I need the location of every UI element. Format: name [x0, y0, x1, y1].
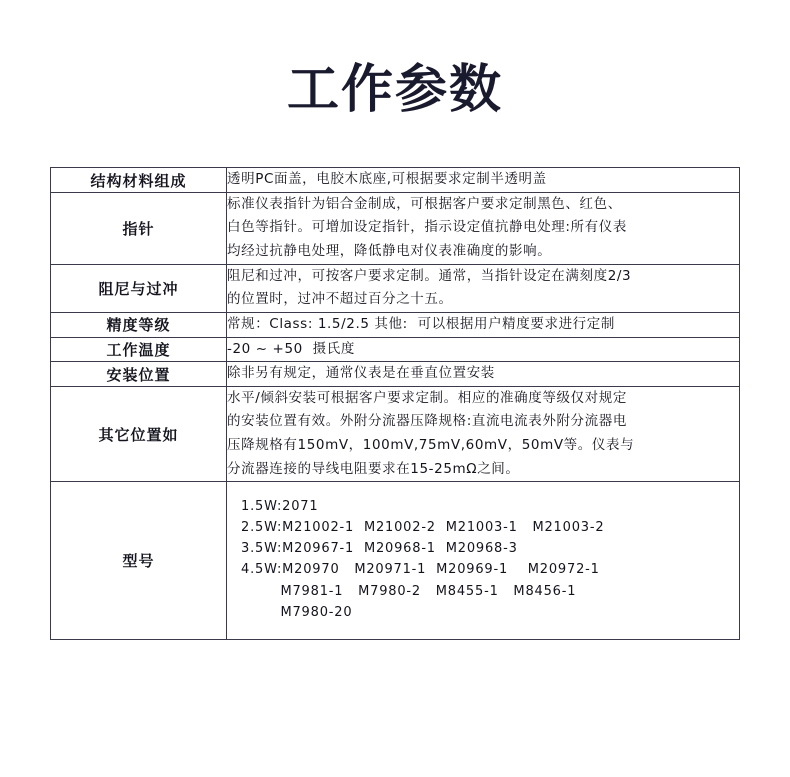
row-value-other-position: [227, 386, 740, 482]
row-value-mounting-position: [227, 362, 740, 387]
row-value-temperature: [227, 337, 740, 362]
table-row: [51, 192, 740, 264]
row-label-other-position: 其它位置如: [51, 386, 227, 482]
value-line: 的安装位置有效。外附分流器压降规格:直流电流表外附分流器电: [227, 413, 627, 430]
value-line: 常规：Class: 1.5/2.5 其他: 可以根据用户精度要求进行定制: [227, 315, 615, 332]
table-row: [51, 362, 740, 387]
row-label-model: 型号: [51, 482, 227, 639]
page-title: 工作参数: [286, 60, 503, 120]
value-line: 分流器连接的导线电阻要求在15-25mΩ之间。: [227, 460, 520, 477]
table-row: [51, 312, 740, 337]
value-line: 水平/倾斜安装可根据客户要求定制。相应的准确度等级仅对规定: [227, 389, 627, 406]
value-line: 3.5W:M20967-1 M20968-1 M20968-3: [241, 541, 518, 557]
table-row: [51, 337, 740, 362]
table-row: [51, 482, 740, 639]
value-line: 1.5W:2071: [241, 499, 319, 515]
table-row: [51, 168, 740, 193]
value-line: 的位置时，过冲不超过百分之十五。: [227, 291, 453, 308]
row-label-mounting-position: 安装位置: [51, 362, 227, 387]
row-label-damping: 阻尼与过冲: [51, 264, 227, 312]
row-label-structure: 结构材料组成: [51, 168, 227, 193]
value-line: 均经过抗静电处理，降低静电对仪表准确度的影响。: [227, 243, 552, 260]
value-line: M7981-1 M7980-2 M8455-1 M8456-1: [241, 583, 577, 599]
row-label-pointer: 指针: [51, 192, 227, 264]
value-line: 除非另有规定，通常仪表是在垂直位置安装: [227, 365, 495, 382]
value-line: 压降规格有150mV，100mV,75mV,60mV，50mV等。仪表与: [227, 437, 635, 454]
spec-table: [50, 167, 740, 639]
table-row: [51, 264, 740, 312]
row-value-model: [227, 482, 740, 639]
value-line: 阻尼和过冲，可按客户要求定制。通常，当指针设定在满刻度2/3: [227, 267, 632, 284]
row-value-structure: [227, 168, 740, 193]
spec-table-wrap: [50, 167, 740, 639]
value-line: 标准仪表指针为铝合金制成，可根据客户要求定制黑色、红色、: [227, 195, 622, 212]
table-row: [51, 386, 740, 482]
spec-table-body: [51, 168, 740, 639]
row-value-damping: [227, 264, 740, 312]
value-line: -20 ~ +50 摄氏度: [227, 340, 355, 357]
row-label-temperature: 工作温度: [51, 337, 227, 362]
row-label-accuracy: 精度等级: [51, 312, 227, 337]
value-line: 2.5W:M21002-1 M21002-2 M21003-1 M21003-2: [241, 520, 605, 536]
row-value-accuracy: [227, 312, 740, 337]
value-line: M7980-20: [241, 604, 353, 620]
value-line: 白色等指针。可增加设定指针，指示设定值抗静电处理:所有仪表: [227, 219, 627, 236]
row-value-pointer: [227, 192, 740, 264]
value-line: 4.5W:M20970 M20971-1 M20969-1 M20972-1: [241, 562, 600, 578]
value-line: 透明PC面盖，电胶木底座,可根据要求定制半透明盖: [227, 171, 547, 188]
